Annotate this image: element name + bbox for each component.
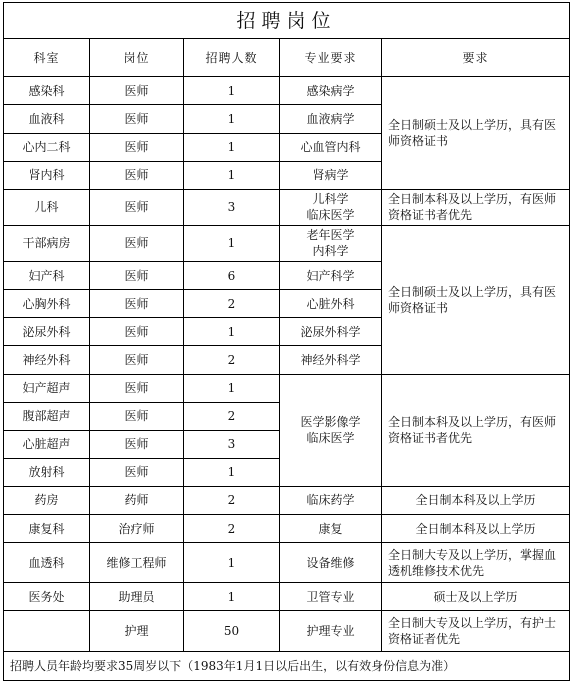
dept-cell: 感染科 (4, 77, 90, 105)
requirement-cell: 全日制本科及以上学历 (382, 486, 570, 514)
dept-cell: 妇产科 (4, 262, 90, 290)
dept-cell: 神经外科 (4, 346, 90, 374)
count-cell: 1 (184, 458, 280, 486)
count-cell: 3 (184, 430, 280, 458)
count-cell: 1 (184, 105, 280, 133)
header-count: 招聘人数 (184, 39, 280, 77)
major-cell: 神经外科学 (280, 346, 382, 374)
position-cell: 医师 (90, 318, 184, 346)
count-cell: 2 (184, 515, 280, 543)
dept-cell: 肾内科 (4, 161, 90, 189)
count-cell: 50 (184, 611, 280, 651)
header-dept: 科室 (4, 39, 90, 77)
major-line: 内科学 (312, 244, 349, 259)
count-cell: 2 (184, 486, 280, 514)
position-cell: 医师 (90, 105, 184, 133)
major-cell: 肾病学 (280, 161, 382, 189)
header-row (4, 39, 570, 77)
dept-cell: 妇产超声 (4, 374, 90, 402)
major-cell: 心血管内科 (280, 133, 382, 161)
major-line: 临床医学 (306, 431, 355, 446)
position-cell: 医师 (90, 458, 184, 486)
position-cell: 医师 (90, 133, 184, 161)
major-cell: 感染病学 (280, 77, 382, 105)
major-line: 儿科学 (312, 192, 349, 207)
position-cell: 医师 (90, 346, 184, 374)
table-row (4, 486, 570, 514)
position-cell: 医师 (90, 374, 184, 402)
header-position: 岗位 (90, 39, 184, 77)
requirement-cell: 全日制大专及以上学历，掌握血透机维修技术优先 (382, 543, 570, 583)
major-cell: 卫管专业 (280, 583, 382, 611)
table-row (4, 543, 570, 583)
header-major: 专业要求 (280, 39, 382, 77)
dept-cell: 心胸外科 (4, 290, 90, 318)
table-row (4, 583, 570, 611)
major-cell: 血液病学 (280, 105, 382, 133)
major-cell: 妇产科学 (280, 262, 382, 290)
major-cell (280, 189, 382, 225)
position-cell: 医师 (90, 77, 184, 105)
requirement-cell: 全日制本科及以上学历，有医师资格证书者优先 (382, 374, 570, 486)
dept-cell: 血液科 (4, 105, 90, 133)
position-cell: 护理 (90, 611, 184, 651)
count-cell: 1 (184, 225, 280, 261)
major-cell: 临床药学 (280, 486, 382, 514)
dept-cell: 药房 (4, 486, 90, 514)
dept-cell: 心脏超声 (4, 430, 90, 458)
count-cell: 2 (184, 290, 280, 318)
table-row (4, 611, 570, 651)
table-row (4, 77, 570, 105)
requirement-cell: 全日制本科及以上学历 (382, 515, 570, 543)
major-cell: 康复 (280, 515, 382, 543)
major-cell: 护理专业 (280, 611, 382, 651)
count-cell: 1 (184, 133, 280, 161)
count-cell: 2 (184, 346, 280, 374)
count-cell: 1 (184, 583, 280, 611)
dept-cell: 医务处 (4, 583, 90, 611)
dept-cell (4, 611, 90, 651)
position-cell: 医师 (90, 290, 184, 318)
major-line: 医学影像学 (300, 415, 361, 430)
count-cell: 1 (184, 318, 280, 346)
table-title: 招聘岗位 (4, 3, 570, 39)
count-cell: 1 (184, 543, 280, 583)
dept-cell: 心内二科 (4, 133, 90, 161)
count-cell: 2 (184, 402, 280, 430)
dept-cell: 腹部超声 (4, 402, 90, 430)
table-row (4, 189, 570, 225)
dept-cell: 放射科 (4, 458, 90, 486)
requirement-cell: 全日制硕士及以上学历，具有医师资格证书 (382, 77, 570, 189)
age-requirement-note: 招聘人员年龄均要求35周岁以下（1983年1月1日以后出生，以有效身份信息为准） (4, 651, 570, 680)
major-line: 临床医学 (306, 208, 355, 223)
major-line: 老年医学 (306, 228, 355, 243)
position-cell: 治疗师 (90, 515, 184, 543)
count-cell: 1 (184, 374, 280, 402)
position-cell: 维修工程师 (90, 543, 184, 583)
requirement-cell: 硕士及以上学历 (382, 583, 570, 611)
dept-cell: 血透科 (4, 543, 90, 583)
count-cell: 1 (184, 161, 280, 189)
position-cell: 医师 (90, 189, 184, 225)
major-cell (280, 374, 382, 486)
table-row (4, 225, 570, 261)
table-row (4, 515, 570, 543)
table-row (4, 374, 570, 402)
requirement-cell: 全日制硕士及以上学历，具有医师资格证书 (382, 225, 570, 374)
position-cell: 医师 (90, 161, 184, 189)
dept-cell: 康复科 (4, 515, 90, 543)
count-cell: 1 (184, 77, 280, 105)
requirement-cell: 全日制本科及以上学历，有医师资格证书者优先 (382, 189, 570, 225)
count-cell: 6 (184, 262, 280, 290)
header-requirement: 要求 (382, 39, 570, 77)
position-cell: 助理员 (90, 583, 184, 611)
dept-cell: 儿科 (4, 189, 90, 225)
position-cell: 医师 (90, 430, 184, 458)
major-cell: 设备维修 (280, 543, 382, 583)
major-cell: 心脏外科 (280, 290, 382, 318)
position-cell: 药师 (90, 486, 184, 514)
major-cell (280, 225, 382, 261)
count-cell: 3 (184, 189, 280, 225)
position-cell: 医师 (90, 262, 184, 290)
dept-cell: 泌尿外科 (4, 318, 90, 346)
requirement-cell: 全日制大专及以上学历，有护士资格证者优先 (382, 611, 570, 651)
position-cell: 医师 (90, 225, 184, 261)
major-cell: 泌尿外科学 (280, 318, 382, 346)
recruitment-table (3, 2, 570, 681)
dept-cell: 干部病房 (4, 225, 90, 261)
position-cell: 医师 (90, 402, 184, 430)
